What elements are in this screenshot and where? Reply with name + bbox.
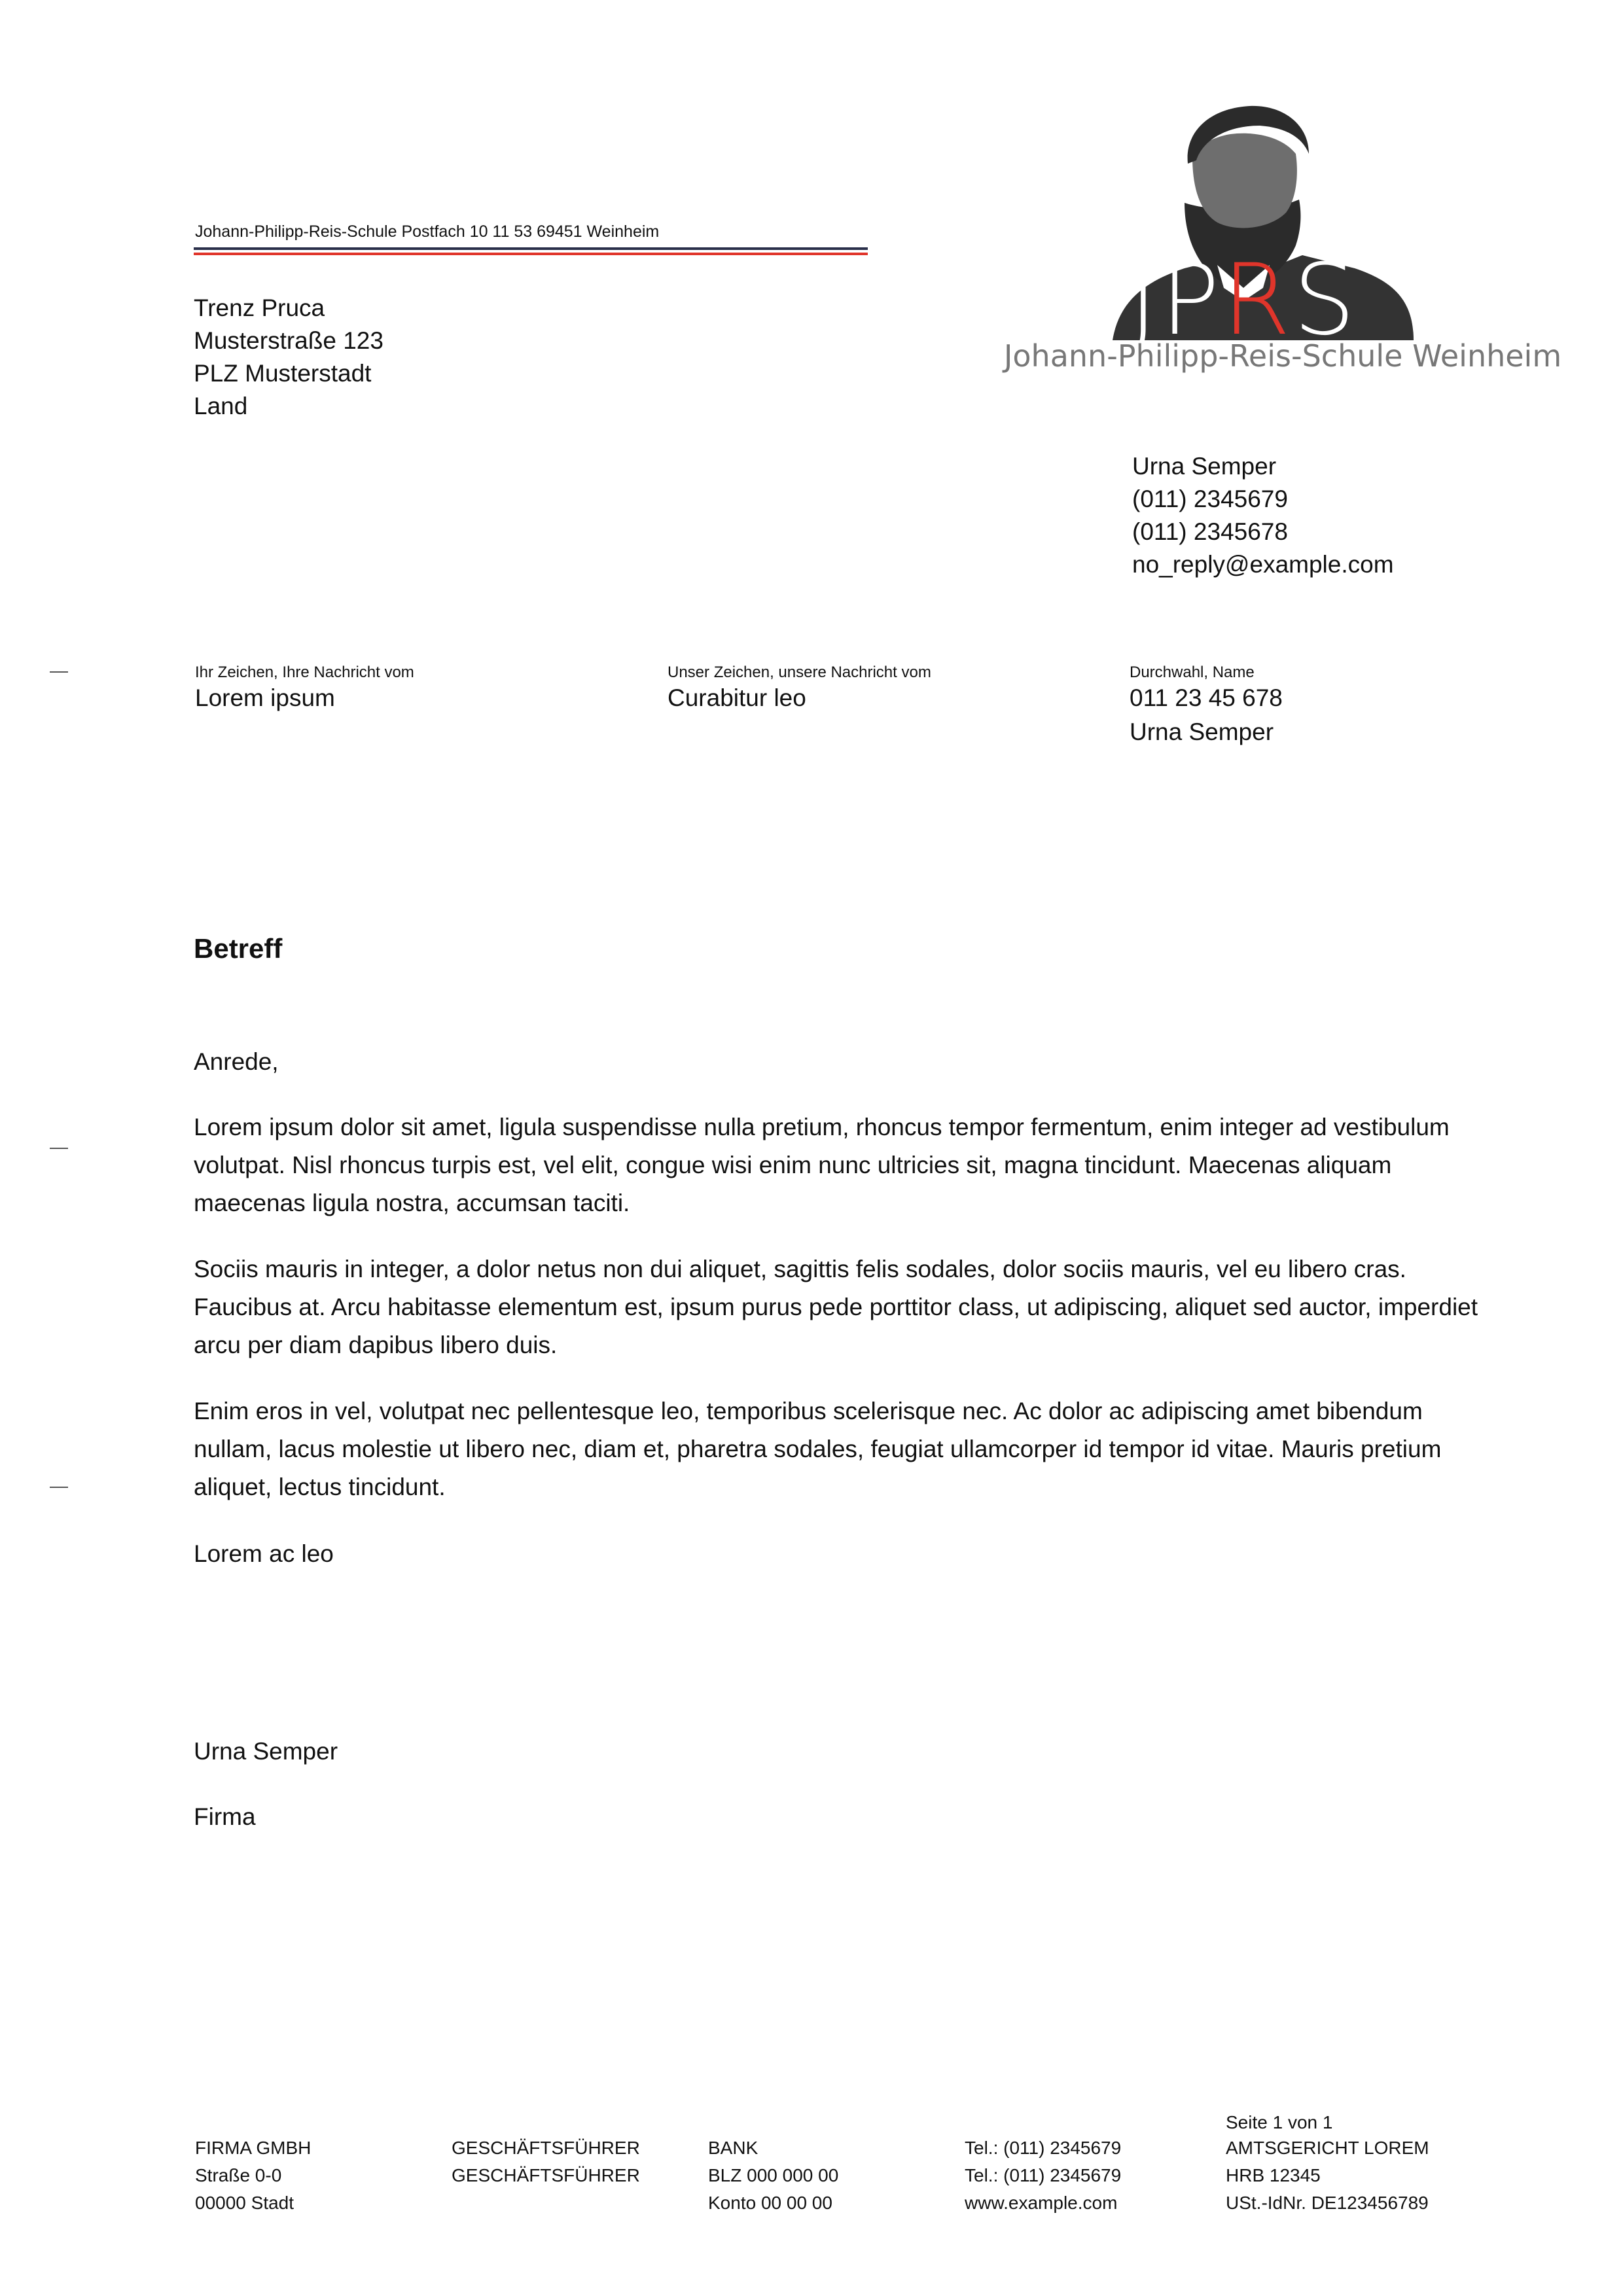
- footer-company: [195, 2134, 311, 2217]
- school-logo: [1003, 92, 1562, 399]
- logo-letter-s: S: [1293, 243, 1359, 357]
- salutation: Anrede,: [194, 1048, 279, 1075]
- our-ref-value: Curabitur leo: [668, 684, 806, 711]
- footer-company-name: FIRMA GMBH: [195, 2138, 312, 2158]
- footer-vat-id: USt.-IdNr. DE123456789: [1226, 2193, 1429, 2213]
- sender-rule: [194, 247, 868, 255]
- footer-hrb: HRB 12345: [1226, 2165, 1321, 2185]
- paragraph-2: Sociis mauris in integer, a dolor netus non dui aliquet, sagittis felis sodales, dolor sociis mauris, vel eu libero cras. Faucibus at. Arcu habitasse elementum est, ipsum purus pede porttitor class, ut adipiscing, aliquet sed auctor, imperdiet arcu per diam dapibus libero duis.: [194, 1256, 1478, 1358]
- your-ref-value: Lorem ipsum: [195, 684, 335, 711]
- footer-bank-account: Konto 00 00 00: [708, 2193, 832, 2213]
- footer-company-street: Straße 0-0: [195, 2165, 282, 2185]
- footer-phone-2: Tel.: (011) 2345679: [965, 2165, 1122, 2185]
- footer-contact: [965, 2134, 1121, 2217]
- footer-website: www.example.com: [965, 2193, 1118, 2213]
- logo-letter-j: J: [1128, 243, 1161, 357]
- recipient-street: Musterstraße 123: [194, 327, 383, 354]
- contact-name: Urna Semper: [1132, 453, 1277, 480]
- direct-value: 011 23 45 678: [1130, 684, 1283, 711]
- our-ref-label: Unser Zeichen, unsere Nachricht vom: [668, 663, 931, 681]
- direct-name: Urna Semper: [1130, 718, 1274, 745]
- contact-phone-1: (011) 2345679: [1132, 486, 1288, 512]
- reference-your: [195, 663, 414, 712]
- contact-phone-2: (011) 2345678: [1132, 518, 1288, 545]
- logo-letter-r: R: [1222, 243, 1293, 357]
- your-ref-label: Ihr Zeichen, Ihre Nachricht vom: [195, 663, 414, 681]
- footer-manager-2: GESCHÄFTSFÜHRER: [452, 2165, 640, 2185]
- closing-line: Lorem ac leo: [194, 1540, 334, 1567]
- contact-block: [1132, 450, 1394, 581]
- recipient-name: Trenz Pruca: [194, 294, 325, 321]
- fold-mark-bottom: [50, 1487, 68, 1488]
- recipient-address: [194, 292, 383, 423]
- school-name: Johann-Philipp-Reis-Schule Weinheim: [1003, 338, 1562, 374]
- footer-manager-1: GESCHÄFTSFÜHRER: [452, 2138, 640, 2158]
- footer-phone-1: Tel.: (011) 2345679: [965, 2138, 1122, 2158]
- footer-bank-blz: BLZ 000 000 00: [708, 2165, 839, 2185]
- footer-bank-name: BANK: [708, 2138, 758, 2158]
- contact-email: no_reply@example.com: [1132, 551, 1394, 578]
- paragraph-1: Lorem ipsum dolor sit amet, ligula suspendisse nulla pretium, rhoncus tempor fermentum, enim integer ad vestibulum volutpat. Nisl rhoncus turpis est, vel elit, congue wisi enim nunc ultricies sit, magna tincidunt. Maecenas aliquam maecenas ligula nostra, accumsan taciti.: [194, 1114, 1450, 1216]
- footer-bank: [708, 2134, 838, 2217]
- logo-letter-p: P: [1160, 243, 1222, 357]
- reference-our: [668, 663, 931, 712]
- footer-court: AMTSGERICHT LOREM: [1226, 2138, 1429, 2158]
- page-number: Seite 1 von 1: [1226, 2112, 1333, 2132]
- signature-company: Firma: [194, 1803, 256, 1830]
- signature-name: Urna Semper: [194, 1738, 338, 1765]
- paragraph-3: Enim eros in vel, volutpat nec pellentesque leo, temporibus scelerisque nec. Ac dolor ac adipiscing amet bibendum nullam, lacus molestie ut libero nec, diam et, pharetra sodales, feugiat ullamcorper id tempor id vitae. Mauris pretium aliquet, lectus tincidunt.: [194, 1398, 1442, 1500]
- recipient-city: PLZ Musterstadt: [194, 360, 372, 387]
- recipient-country: Land: [194, 393, 248, 419]
- footer-registry: [1226, 2134, 1429, 2217]
- footer-management: [452, 2134, 640, 2189]
- footer-company-city: 00000 Stadt: [195, 2193, 294, 2213]
- direct-label: Durchwahl, Name: [1130, 663, 1255, 681]
- sender-return-address: Johann-Philipp-Reis-Schule Postfach 10 11 53 69451 Weinheim: [195, 222, 660, 241]
- portrait-icon: [1003, 92, 1562, 399]
- reference-direct: [1130, 663, 1283, 746]
- letter-subject: Betreff: [194, 933, 283, 964]
- fold-mark-top: [50, 671, 68, 673]
- punch-mark: [50, 1148, 68, 1149]
